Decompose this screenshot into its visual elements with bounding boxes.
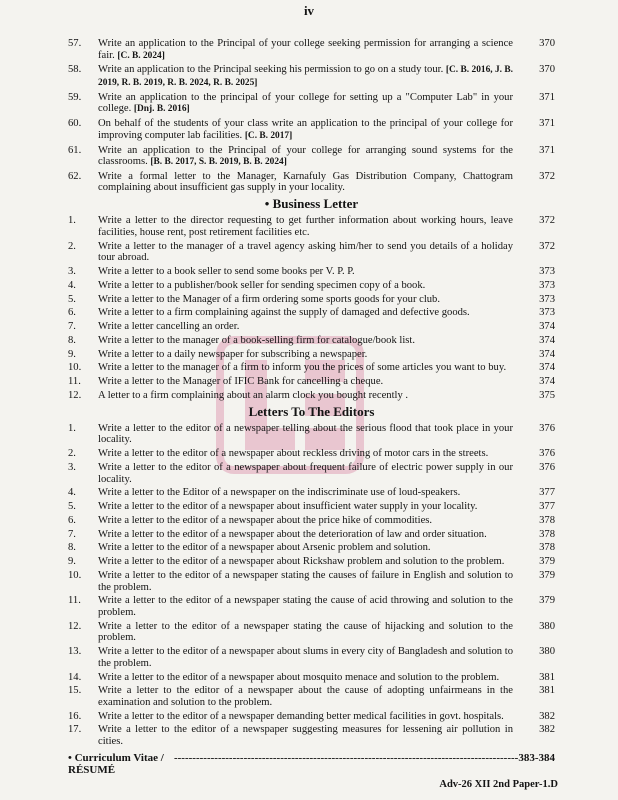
item-text-block <box>98 335 525 347</box>
item-text: Write a letter to the manager of a travel agency asking him/her to send you details of a holiday tour abroad. <box>98 240 513 264</box>
item-page: 382 <box>539 724 555 736</box>
list-item <box>68 266 555 278</box>
item-text: A letter to a firm complaining about an alarm clock you bought recently . <box>98 390 409 402</box>
item-number: 60. <box>68 118 82 130</box>
item-page: 371 <box>539 144 555 156</box>
item-number: 2. <box>68 448 76 460</box>
item-text-block <box>98 266 525 278</box>
item-text: Write a letter to the editor of a newspaper about the price hike of commodities. <box>98 514 433 526</box>
item-page: 372 <box>539 240 555 252</box>
list-item <box>68 321 555 333</box>
list-item <box>68 462 555 485</box>
list-item <box>68 621 555 644</box>
item-number: 11. <box>68 376 81 388</box>
item-text-block <box>98 542 525 554</box>
list-item <box>68 542 555 554</box>
item-number: 9. <box>68 556 76 568</box>
item-text-block <box>98 462 525 485</box>
list-item <box>68 556 555 568</box>
list-item <box>68 280 555 292</box>
item-number: 7. <box>68 528 76 540</box>
item-text-block <box>98 241 525 264</box>
item-number: 59. <box>68 91 82 103</box>
item-text-block <box>98 595 525 618</box>
item-text-block <box>98 38 525 62</box>
item-page: 378 <box>539 514 555 526</box>
item-page: 374 <box>539 321 555 333</box>
item-text-block <box>98 390 525 402</box>
board-reference: [Dnj. B. 2016] <box>133 104 190 115</box>
cv-label: • Curriculum Vitae / RÉSUMÉ <box>68 751 164 776</box>
list-item <box>68 241 555 264</box>
item-number: 62. <box>68 170 82 182</box>
list-item <box>68 390 555 402</box>
list-item <box>68 529 555 541</box>
cv-page: 383-384 <box>518 751 555 764</box>
item-page: 376 <box>539 461 555 473</box>
item-text: Write a formal letter to the Manager, Karnafuly Gas Distribution Company, Chattogram complaining about insufficient gas supply in your locality. <box>98 170 513 194</box>
item-page: 379 <box>539 556 555 568</box>
list-item <box>68 515 555 527</box>
item-text-block <box>98 215 525 238</box>
list-item <box>68 118 555 142</box>
item-page: 370 <box>539 38 555 49</box>
list-item <box>68 646 555 669</box>
item-number: 58. <box>68 64 82 76</box>
item-text: Write a letter to the manager of a firm to inform you the prices of some articles you want to buy. <box>98 362 507 374</box>
list-item <box>68 171 555 194</box>
item-text-block <box>98 515 525 527</box>
item-number: 6. <box>68 514 76 526</box>
item-page: 373 <box>539 266 555 277</box>
item-number: 7. <box>68 321 76 333</box>
item-number: 5. <box>68 501 76 513</box>
item-text: Write a letter cancelling an order. <box>98 321 240 333</box>
item-text-block <box>98 529 525 541</box>
item-text: Write a letter to the editor of a newspaper stating the cause of acid throwing and solution to the problem. <box>98 595 513 618</box>
list-item <box>68 595 555 618</box>
item-text-block <box>98 321 525 333</box>
item-text: Write an application to the principal of your college for setting up a "Computer Lab" in your college. <box>98 91 513 115</box>
item-text-block <box>98 171 525 194</box>
item-text: Write a letter to a book seller to send some books per V. P. P. <box>98 266 355 277</box>
item-number: 10. <box>68 570 82 582</box>
item-page: 376 <box>539 422 555 434</box>
item-page: 374 <box>539 334 555 346</box>
item-page: 373 <box>539 293 555 305</box>
list-item <box>68 145 555 169</box>
item-text-block <box>98 501 525 513</box>
item-number: 12. <box>68 390 82 402</box>
item-page: 380 <box>539 620 555 632</box>
item-text-block <box>98 118 525 142</box>
item-text-block <box>98 646 525 669</box>
item-text: Write a letter to the editor of a newspaper about slums in every city of Bangladesh and solution to the problem. <box>98 646 513 669</box>
item-text-block <box>98 376 525 388</box>
item-text: Write a letter to the editor of a newspaper about frequent failure of electric power supply in our locality. <box>98 461 513 485</box>
list-item <box>68 423 555 446</box>
item-text-block <box>98 711 525 723</box>
item-page: 380 <box>539 646 555 658</box>
item-text-block <box>98 294 525 306</box>
board-reference: [B. B. 2017, S. B. 2019, B. B. 2024] <box>150 157 287 168</box>
list-item <box>68 92 555 116</box>
item-page: 377 <box>539 501 555 513</box>
business-letter-items <box>68 215 555 401</box>
list-item <box>68 672 555 684</box>
item-page: 374 <box>539 362 555 374</box>
item-text-block <box>98 307 525 319</box>
item-text: Write a letter to the Manager of IFIC Bank for cancelling a cheque. <box>98 376 384 388</box>
list-item <box>68 501 555 513</box>
item-text: On behalf of the students of your class write an application to the principal of your college for improving computer lab facilities. <box>98 118 513 141</box>
board-reference: [C. B. 2016, J. B. 2019, R. B. 2019, R. B. 2024, R. B. 2025] <box>98 65 513 88</box>
item-text: Write a letter to the editor of a newspaper about Arsenic problem and solution. <box>98 542 431 554</box>
list-item <box>68 570 555 593</box>
item-text-block <box>98 570 525 593</box>
list-item <box>68 335 555 347</box>
page-footer: Adv-26 XII 2nd Paper-1.D <box>439 779 558 790</box>
item-text: Write a letter to the Manager of a firm ordering some sports goods for your club. <box>98 293 441 305</box>
item-text-block <box>98 64 525 89</box>
item-number: 4. <box>68 487 76 499</box>
item-number: 11. <box>68 595 81 607</box>
item-text-block <box>98 423 525 446</box>
item-text-block <box>98 556 525 568</box>
item-number: 16. <box>68 710 82 722</box>
item-number: 13. <box>68 646 82 658</box>
section-heading-business: • Business Letter <box>264 196 359 212</box>
item-number: 57. <box>68 38 82 49</box>
item-number: 1. <box>68 215 76 227</box>
item-page: 382 <box>539 710 555 722</box>
item-number: 10. <box>68 362 82 374</box>
item-text-block <box>98 145 525 169</box>
item-page: 375 <box>539 390 555 402</box>
item-page: 377 <box>539 487 555 499</box>
item-text: Write an application to the Principal of your college seeking permission for arranging a science fair. <box>98 38 513 61</box>
item-text-block <box>98 621 525 644</box>
item-text-block <box>98 672 525 684</box>
item-text: Write an application to the Principal seeking his permission to go on a study tour. <box>98 64 444 76</box>
item-page: 373 <box>539 279 555 291</box>
item-number: 6. <box>68 307 76 319</box>
item-text: Write a letter to the editor of a newspaper about Rickshaw problem and solution to the problem. <box>98 556 505 568</box>
table-of-contents <box>68 38 555 776</box>
item-page: 373 <box>539 307 555 319</box>
item-text: Write a letter to the editor of a newspaper about mosquito menace and solution to the problem. <box>98 671 500 683</box>
item-text-block <box>98 448 525 460</box>
item-text-block <box>98 349 525 361</box>
board-reference: [C. B. 2024] <box>117 50 165 61</box>
item-text: Write an application to the Principal of your college for arranging sound systems for the classrooms. <box>98 144 513 168</box>
item-text: Write a letter to the director requesting to get further information about working hours, leave facilities, house rent, post retirement facilities etc. <box>98 215 513 238</box>
item-text: Write a letter to the editor of a newspaper stating the causes of failure in English and solution to the problem. <box>98 570 513 593</box>
item-text-block <box>98 487 525 499</box>
list-item <box>68 64 555 89</box>
item-text-block <box>98 280 525 292</box>
list-item <box>68 307 555 319</box>
item-number: 1. <box>68 422 76 434</box>
item-text: Write a letter to a firm complaining against the supply of damaged and defective goods. <box>98 307 470 319</box>
item-page: 374 <box>539 376 555 388</box>
item-page: 372 <box>539 215 555 227</box>
item-number: 15. <box>68 685 82 697</box>
item-page: 370 <box>539 64 555 76</box>
item-text: Write a letter to a publisher/book seller for sending specimen copy of a book. <box>98 279 426 291</box>
list-item <box>68 362 555 374</box>
item-number: 4. <box>68 279 76 291</box>
item-page: 372 <box>539 170 555 182</box>
item-page: 381 <box>539 671 555 683</box>
item-number: 14. <box>68 671 82 683</box>
list-item <box>68 294 555 306</box>
item-text-block <box>98 724 525 747</box>
list-item <box>68 724 555 747</box>
item-page: 376 <box>539 448 555 460</box>
item-text-block <box>98 92 525 116</box>
curriculum-vitae-entry <box>68 752 555 776</box>
item-number: 5. <box>68 293 76 305</box>
item-page: 371 <box>539 118 555 130</box>
item-number: 8. <box>68 542 76 554</box>
list-item <box>68 448 555 460</box>
list-item <box>68 376 555 388</box>
item-page: 379 <box>539 595 555 607</box>
item-text: Write a letter to a daily newspaper for subscribing a newspaper. <box>98 348 368 360</box>
item-number: 3. <box>68 461 76 473</box>
item-page: 374 <box>539 348 555 360</box>
item-page: 378 <box>539 542 555 554</box>
list-item <box>68 38 555 62</box>
section-heading-editors: Letters To The Editors <box>248 403 375 419</box>
list-item <box>68 215 555 238</box>
item-page: 381 <box>539 685 555 697</box>
item-number: 3. <box>68 266 76 277</box>
item-text-block <box>98 362 525 374</box>
item-text: Write a letter to the editor of a newspaper about insufficient water supply in your locality. <box>98 501 478 513</box>
item-text: Write a letter to the editor of a newspaper telling about the serious flood that took place in your locality. <box>98 422 513 446</box>
editor-letter-items <box>68 423 555 748</box>
item-number: 9. <box>68 348 76 360</box>
item-number: 8. <box>68 334 76 346</box>
board-reference: [C. B. 2017] <box>244 130 293 141</box>
item-text: Write a letter to the editor of a newspaper about the deterioration of law and order situation. <box>98 528 487 540</box>
item-number: 61. <box>68 144 82 156</box>
list-item <box>68 711 555 723</box>
list-item <box>68 349 555 361</box>
cv-leader: ---------------------------------------------------------------------------------------------- <box>173 751 519 764</box>
list-item <box>68 685 555 708</box>
item-page: 371 <box>539 91 555 103</box>
list-item <box>68 487 555 499</box>
item-text: Write a letter to the editor of a newspaper about the cause of adopting unfairmeans in the examination and solution to the problem. <box>98 685 513 708</box>
item-number: 2. <box>68 240 76 252</box>
item-text: Write a letter to the editor of a newspaper suggesting measures for lessening air pollution in cities. <box>98 724 513 748</box>
item-text: Write a letter to the editor of a newspaper about reckless driving of motor cars in the streets. <box>98 448 489 460</box>
item-number: 12. <box>68 620 82 632</box>
item-page: 378 <box>539 528 555 540</box>
item-text: Write a letter to the Editor of a newspaper on the indiscriminate use of loud-speakers. <box>98 487 461 499</box>
page-number: iv <box>303 3 315 18</box>
item-page: 379 <box>539 570 555 582</box>
item-text: Write a letter to the editor of a newspaper demanding better medical facilities in govt. hospitals. <box>98 710 504 722</box>
item-text: Write a letter to the manager of a book-selling firm for catalogue/book list. <box>98 334 415 346</box>
application-items <box>68 38 555 194</box>
item-number: 17. <box>68 724 82 736</box>
item-text: Write a letter to the editor of a newspaper stating the cause of hijacking and solution to the problem. <box>98 620 513 644</box>
item-text-block <box>98 685 525 708</box>
